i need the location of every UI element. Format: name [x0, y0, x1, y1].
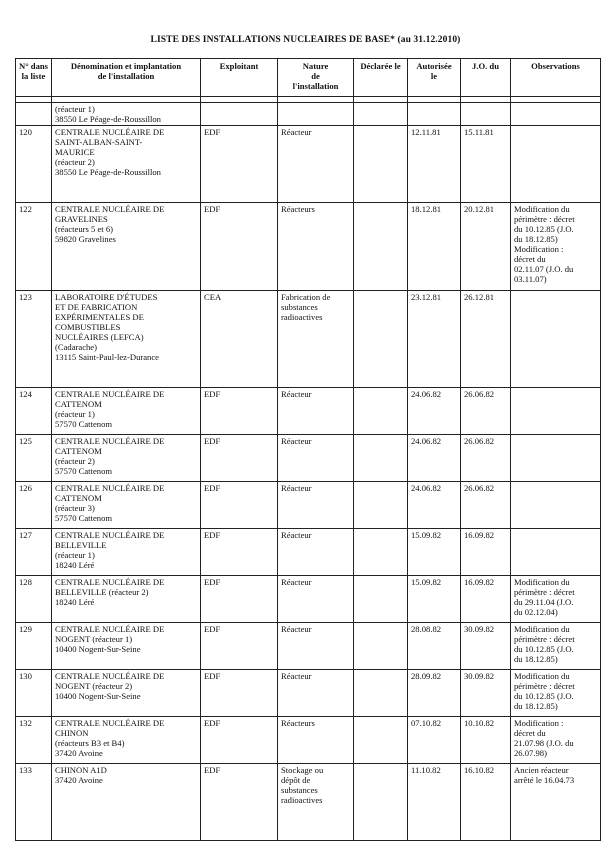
nature-cell	[278, 203, 354, 291]
text-line: de	[311, 71, 320, 81]
text-line: du 10.12.85 (J.O.	[514, 644, 574, 654]
denomination-cell	[52, 623, 201, 670]
text-line: radioactives	[281, 312, 323, 322]
header-autorisee	[408, 59, 461, 97]
text-line: substances	[281, 302, 318, 312]
text-line: CENTRALE NUCLÉAIRE DE	[55, 577, 165, 587]
text-line: 38550 Le Péage-de-Roussillon	[55, 167, 161, 177]
declaree-cell	[354, 623, 408, 670]
text-line: 37420 Avoine	[55, 748, 103, 758]
table-row	[16, 482, 601, 529]
autorisee-cell: 11.10.82	[408, 764, 461, 841]
table-row	[16, 623, 601, 670]
text-line: Modification du	[514, 624, 570, 634]
table-row	[16, 126, 601, 203]
declaree-cell	[354, 291, 408, 388]
exploitant-cell: EDF	[201, 764, 278, 841]
text-line: CENTRALE NUCLÉAIRE DE	[55, 530, 165, 540]
text-line: Dénomination et implantation	[70, 61, 182, 71]
text-line: ET DE FABRICATION	[55, 302, 138, 312]
text-line: du 18.12.85)	[514, 234, 558, 244]
observations-cell	[511, 126, 601, 203]
num-cell: 125	[16, 435, 52, 482]
header-declaree	[354, 59, 408, 97]
nature-cell	[278, 529, 354, 576]
jo-cell: 26.06.82	[461, 482, 511, 529]
declaree-cell	[354, 529, 408, 576]
exploitant-cell: EDF	[201, 529, 278, 576]
observations-cell	[511, 623, 601, 670]
text-line: MAURICE	[55, 147, 95, 157]
text-line: BELLEVILLE	[55, 540, 107, 550]
jo-cell: 10.10.82	[461, 717, 511, 764]
text-line: 57570 Cattenom	[55, 419, 113, 429]
text-line: (réacteur 2)	[55, 157, 95, 167]
text-line: SAINT-ALBAN-SAINT-	[55, 137, 143, 147]
header-nature	[278, 59, 354, 97]
num-cell: 122	[16, 203, 52, 291]
autorisee-cell: 24.06.82	[408, 435, 461, 482]
text-line: NUCLÉAIRES (LEFCA)	[55, 332, 144, 342]
num-cell: 129	[16, 623, 52, 670]
observations-cell	[511, 717, 601, 764]
jo-cell: 30.09.82	[461, 670, 511, 717]
exploitant-cell: EDF	[201, 388, 278, 435]
jo-cell: 16.09.82	[461, 576, 511, 623]
text-line: (Cadarache)	[55, 342, 97, 352]
declaree-cell	[354, 103, 408, 126]
num-cell: 132	[16, 717, 52, 764]
text-line: Réacteur	[281, 127, 312, 137]
observations-cell	[511, 435, 601, 482]
text-line: GRAVELINES	[55, 214, 108, 224]
jo-cell: 16.09.82	[461, 529, 511, 576]
nature-cell	[278, 126, 354, 203]
header-jo	[461, 59, 511, 97]
text-line: périmètre : décret	[514, 214, 575, 224]
autorisee-cell: 24.06.82	[408, 482, 461, 529]
declaree-cell	[354, 482, 408, 529]
text-line: CHINON	[55, 728, 89, 738]
nature-cell	[278, 623, 354, 670]
text-line: 10400 Nogent-Sur-Seine	[55, 691, 141, 701]
exploitant-cell: EDF	[201, 482, 278, 529]
text-line: (réacteurs B3 et B4)	[55, 738, 125, 748]
declaree-cell	[354, 576, 408, 623]
text-line: 18240 Léré	[55, 560, 95, 570]
text-line: l'installation	[292, 81, 339, 91]
observations-cell	[511, 764, 601, 841]
text-line: Fabrication de	[281, 292, 331, 302]
text-line: Réacteur	[281, 530, 312, 540]
exploitant-cell: EDF	[201, 623, 278, 670]
observations-cell	[511, 529, 601, 576]
observations-cell	[511, 291, 601, 388]
text-line: N° dans	[19, 61, 48, 71]
text-line: Réacteur	[281, 624, 312, 634]
inb-table	[15, 58, 601, 841]
jo-cell: 30.09.82	[461, 623, 511, 670]
text-line: Observations	[531, 61, 580, 71]
nature-cell	[278, 291, 354, 388]
denomination-cell	[52, 291, 201, 388]
text-line: 03.11.07)	[514, 274, 547, 284]
text-line: du 10.12.85 (J.O.	[514, 691, 574, 701]
num-cell: 133	[16, 764, 52, 841]
declaree-cell	[354, 670, 408, 717]
denomination-cell	[52, 764, 201, 841]
text-line: 37420 Avoine	[55, 775, 103, 785]
text-line: BELLEVILLE (réacteur 2)	[55, 587, 149, 597]
text-line: 10400 Nogent-Sur-Seine	[55, 644, 141, 654]
nature-cell	[278, 103, 354, 126]
text-line: Réacteurs	[281, 204, 315, 214]
denomination-cell	[52, 103, 201, 126]
text-line: CATTENOM	[55, 446, 102, 456]
text-line: Modification :	[514, 244, 564, 254]
text-line: arrêté le 16.04.73	[514, 775, 575, 785]
text-line: Nature	[302, 61, 329, 71]
denomination-cell	[52, 670, 201, 717]
nature-cell	[278, 764, 354, 841]
declaree-cell	[354, 717, 408, 764]
text-line: Modification du	[514, 204, 570, 214]
observations-cell	[511, 482, 601, 529]
text-line: Autorisée	[416, 61, 452, 71]
text-line: 59820 Gravelines	[55, 234, 116, 244]
header-exploitant	[201, 59, 278, 97]
text-line: (réacteur 3)	[55, 503, 95, 513]
denomination-cell	[52, 388, 201, 435]
autorisee-cell: 15.09.82	[408, 529, 461, 576]
header-observations	[511, 59, 601, 97]
jo-cell: 20.12.81	[461, 203, 511, 291]
table-row	[16, 764, 601, 841]
text-line: CENTRALE NUCLÉAIRE DE	[55, 389, 165, 399]
nature-cell	[278, 388, 354, 435]
text-line: Réacteur	[281, 436, 312, 446]
text-line: Modification du	[514, 671, 570, 681]
table-body	[16, 103, 601, 841]
jo-cell: 26.06.82	[461, 435, 511, 482]
table-row	[16, 388, 601, 435]
num-cell: 123	[16, 291, 52, 388]
declaree-cell	[354, 435, 408, 482]
text-line: CENTRALE NUCLÉAIRE DE	[55, 204, 165, 214]
table-row	[16, 435, 601, 482]
denomination-cell	[52, 717, 201, 764]
text-line: CATTENOM	[55, 493, 102, 503]
autorisee-cell	[408, 103, 461, 126]
text-line: Réacteur	[281, 577, 312, 587]
text-line: NOGENT (réacteur 2)	[55, 681, 133, 691]
jo-cell: 16.10.82	[461, 764, 511, 841]
text-line: Réacteur	[281, 389, 312, 399]
text-line: 13115 Saint-Paul-lez-Durance	[55, 352, 159, 362]
text-line: LABORATOIRE D'ÉTUDES	[55, 292, 158, 302]
text-line: (réacteurs 5 et 6)	[55, 224, 113, 234]
exploitant-cell: EDF	[201, 126, 278, 203]
autorisee-cell: 07.10.82	[408, 717, 461, 764]
table-row	[16, 529, 601, 576]
text-line: CENTRALE NUCLÉAIRE DE	[55, 436, 165, 446]
denomination-cell	[52, 435, 201, 482]
autorisee-cell: 24.06.82	[408, 388, 461, 435]
exploitant-cell: EDF	[201, 717, 278, 764]
table-row	[16, 717, 601, 764]
text-line: (réacteur 2)	[55, 456, 95, 466]
page-title: LISTE DES INSTALLATIONS NUCLEAIRES DE BASE* (au 31.12.2010)	[150, 35, 461, 45]
declaree-cell	[354, 203, 408, 291]
text-line: du 10.12.85 (J.O.	[514, 224, 574, 234]
text-line: le	[430, 71, 438, 81]
table-header-row	[16, 59, 601, 97]
text-line: (réacteur 1)	[55, 550, 95, 560]
text-line: CATTENOM	[55, 399, 102, 409]
text-line: décret du	[514, 728, 546, 738]
text-line: CENTRALE NUCLÉAIRE DE	[55, 483, 165, 493]
autorisee-cell: 28.08.82	[408, 623, 461, 670]
text-line: CENTRALE NUCLÉAIRE DE	[55, 718, 165, 728]
text-line: du 29.11.04 (J.O.	[514, 597, 574, 607]
text-line: (réacteur 1)	[55, 104, 95, 114]
text-line: Réacteurs	[281, 718, 315, 728]
observations-cell	[511, 670, 601, 717]
exploitant-cell	[201, 103, 278, 126]
text-line: du 02.12.04)	[514, 607, 558, 617]
nature-cell	[278, 435, 354, 482]
denomination-cell	[52, 482, 201, 529]
text-line: décret du	[514, 254, 546, 264]
observations-cell	[511, 576, 601, 623]
text-line: Déclarée le	[360, 61, 401, 71]
text-line: 02.11.07 (J.O. du	[514, 264, 574, 274]
text-line: CENTRALE NUCLÉAIRE DE	[55, 671, 165, 681]
denomination-cell	[52, 576, 201, 623]
autorisee-cell: 12.11.81	[408, 126, 461, 203]
text-line: 38550 Le Péage-de-Roussillon	[55, 114, 161, 124]
jo-cell: 26.06.82	[461, 388, 511, 435]
text-line: 21.07.98 (J.O. du	[514, 738, 574, 748]
text-line: Modification du	[514, 577, 570, 587]
text-line: 26.07.98)	[514, 748, 547, 758]
num-cell: 124	[16, 388, 52, 435]
text-line: NOGENT (réacteur 1)	[55, 634, 133, 644]
observations-cell	[511, 388, 601, 435]
declaree-cell	[354, 126, 408, 203]
jo-cell	[461, 103, 511, 126]
denomination-cell	[52, 529, 201, 576]
autorisee-cell: 23.12.81	[408, 291, 461, 388]
declaree-cell	[354, 388, 408, 435]
text-line: CENTRALE NUCLÉAIRE DE	[55, 127, 165, 137]
nature-cell	[278, 717, 354, 764]
text-line: du 18.12.85)	[514, 701, 558, 711]
text-line: du 18.12.85)	[514, 654, 558, 664]
exploitant-cell: EDF	[201, 670, 278, 717]
text-line: la liste	[21, 71, 46, 81]
text-line: 18240 Léré	[55, 597, 95, 607]
table-row	[16, 670, 601, 717]
exploitant-cell: EDF	[201, 435, 278, 482]
num-cell: 128	[16, 576, 52, 623]
text-line: dépôt de	[281, 775, 311, 785]
text-line: 57570 Cattenom	[55, 513, 113, 523]
text-line: (réacteur 1)	[55, 409, 95, 419]
text-line: de l'installation	[97, 71, 155, 81]
num-cell: 126	[16, 482, 52, 529]
table-row	[16, 103, 601, 126]
jo-cell: 15.11.81	[461, 126, 511, 203]
text-line: CENTRALE NUCLÉAIRE DE	[55, 624, 165, 634]
num-cell: 130	[16, 670, 52, 717]
declaree-cell	[354, 764, 408, 841]
num-cell: 127	[16, 529, 52, 576]
table-row	[16, 576, 601, 623]
jo-cell: 26.12.81	[461, 291, 511, 388]
text-line: Exploitant	[219, 61, 259, 71]
exploitant-cell: CEA	[201, 291, 278, 388]
nature-cell	[278, 482, 354, 529]
text-line: périmètre : décret	[514, 634, 575, 644]
text-line: radioactives	[281, 795, 323, 805]
observations-cell	[511, 203, 601, 291]
observations-cell	[511, 103, 601, 126]
text-line: CHINON A1D	[55, 765, 107, 775]
table-row	[16, 203, 601, 291]
num-cell: 120	[16, 126, 52, 203]
autorisee-cell: 28.09.82	[408, 670, 461, 717]
text-line: Ancien réacteur	[514, 765, 569, 775]
text-line: EXPÉRIMENTALES DE	[55, 312, 144, 322]
nature-cell	[278, 576, 354, 623]
text-line: Réacteur	[281, 671, 312, 681]
text-line: Réacteur	[281, 483, 312, 493]
text-line: périmètre : décret	[514, 587, 575, 597]
exploitant-cell: EDF	[201, 576, 278, 623]
nature-cell	[278, 670, 354, 717]
header-denomination	[52, 59, 201, 97]
text-line: COMBUSTIBLES	[55, 322, 121, 332]
text-line: substances	[281, 785, 318, 795]
denomination-cell	[52, 203, 201, 291]
table-row	[16, 291, 601, 388]
text-line: périmètre : décret	[514, 681, 575, 691]
header-num	[16, 59, 52, 97]
denomination-cell	[52, 126, 201, 203]
text-line: 57570 Cattenom	[55, 466, 113, 476]
num-cell	[16, 103, 52, 126]
text-line: Modification :	[514, 718, 564, 728]
text-line: J.O. du	[472, 61, 499, 71]
exploitant-cell: EDF	[201, 203, 278, 291]
autorisee-cell: 18.12.81	[408, 203, 461, 291]
text-line: Stockage ou	[281, 765, 324, 775]
autorisee-cell: 15.09.82	[408, 576, 461, 623]
